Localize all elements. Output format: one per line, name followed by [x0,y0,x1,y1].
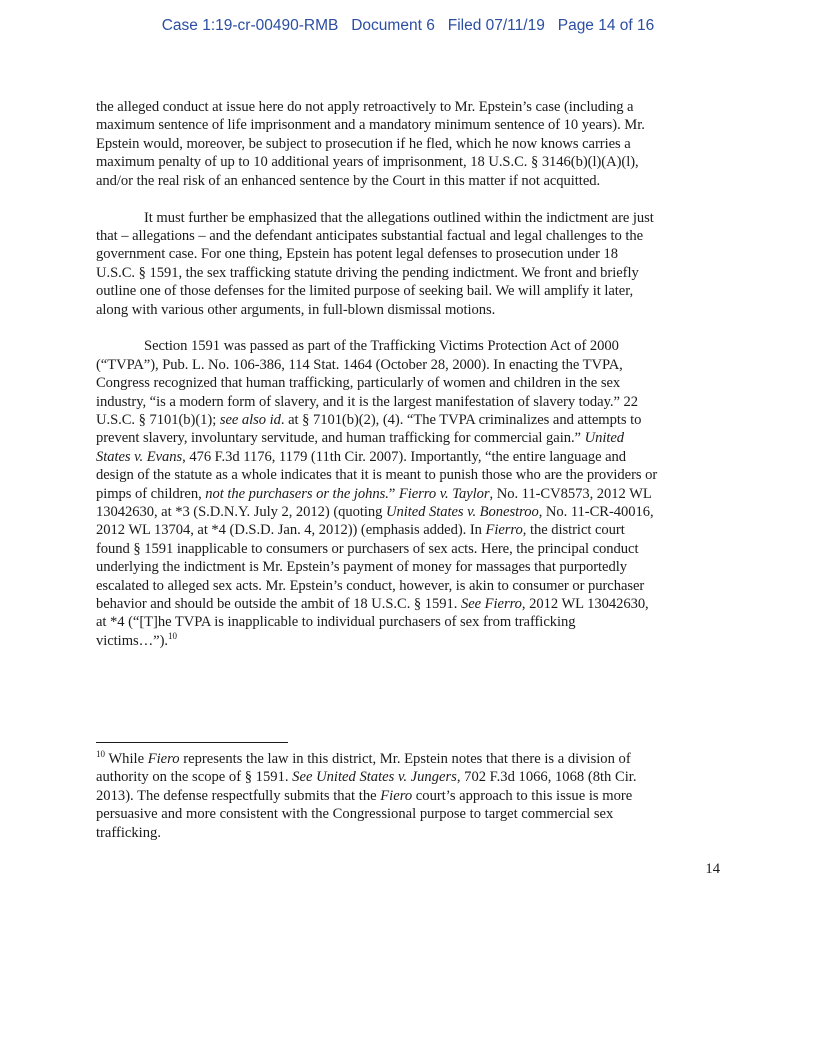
text-line: outline one of those defenses for the limited purpose of seeking bail. We will amplify it later, [96,283,634,300]
text-run: authority on the scope of § 1591. [96,769,293,786]
text-run: , 2012 WL 13042630, [521,595,649,612]
text-line: and/or the real risk of an enhanced sentence by the Court in this matter if not acquitted. [96,172,601,189]
text-line: Epstein would, moreover, be subject to prosecution if he fled, which he now knows carries a [96,135,631,152]
text-run: behavior and should be outside the ambit of 18 U.S.C. § 1591. [96,595,461,612]
text-line [96,595,722,613]
emphasis-italic: not the purchasers or the johns. [205,485,389,502]
footnote-line: persuasive and more consistent with the Congressional purpose to target commercial sex [96,806,614,823]
text-run: . at § 7101(b)(2), (4). “The TVPA criminalizes and attempts to [280,412,642,429]
text-line: (“TVPA”), Pub. L. No. 106-386, 114 Stat. 1464 (October 28, 2000). In enacting the TVPA, [96,356,623,373]
text-run: While [105,751,148,767]
footnote-10 [96,750,722,842]
text-run: U.S.C. § 7101(b)(1); [96,412,220,429]
text-run: 13042630, at *3 (S.D.N.Y. July 2, 2012) (quoting [96,504,386,520]
text-line: Congress recognized that human trafficking, particularly of women and children in the sex [96,375,621,392]
text-line: that – allegations – and the defendant anticipates substantial factual and legal challenges to the [96,227,644,244]
citation-italic: States v. Evans [96,448,183,465]
text-run: represents the law in this district, Mr. Epstein notes that there is a division of [179,751,631,767]
text-line: along with various other arguments, in full-blown dismissal motions. [96,301,496,318]
text-run: , the district court [522,522,625,539]
page-number: 14 [705,861,720,877]
text-line: the alleged conduct at issue here do not apply retroactively to Mr. Epstein’s case (including a [96,99,634,115]
text-run: , No. 11-CR-40016, [538,504,654,520]
citation-italic: see also id [219,412,281,429]
text-line [96,411,722,429]
text-run: , 476 F.3d 1176, 1179 (11th Cir. 2007). Importantly, “the entire language and [182,448,627,465]
footnote-line: trafficking. [96,824,161,841]
citation-italic: Fiero [147,751,180,767]
text-run: pimps of children, [96,485,206,502]
citation-italic: United [584,430,624,447]
text-line: Section 1591 was passed as part of the Trafficking Victims Protection Act of 2000 [144,338,619,355]
text-line: underlying the indictment is Mr. Epstein’s payment of money for massages that purportedly [96,559,627,576]
text-line: design of the statute as a whole indicates that it is meant to punish those who are the providers or [96,467,658,484]
text-run: 2012 WL 13704, at *4 (D.S.D. Jan. 4, 2012)) (emphasis added). In [96,522,486,539]
paragraph-3 [96,337,722,650]
footnote-line [96,768,722,786]
text-line [96,521,722,539]
citation-italic: Fierro [485,522,523,539]
citation-italic: United States v. Bonestroo [385,504,539,520]
paragraph-1 [96,98,722,190]
citation-italic: Fiero [380,787,413,804]
text-line [96,448,722,466]
text-line: industry, “is a modern form of slavery, and it is the largest manifestation of slavery today.” 22 [96,393,639,410]
footnote-line [96,787,722,805]
text-run: 2013). The defense respectfully submits that the [96,787,381,804]
text-line: U.S.C. § 1591, the sex trafficking statute driving the pending indictment. We front and briefly [96,264,639,281]
footnote-line [96,750,722,768]
text-line [96,429,722,447]
text-line: It must further be emphasized that the allegations outlined within the indictment are just [144,209,654,226]
footnote-divider [96,742,288,743]
text-run: , No. 11-CV8573, 2012 WL [489,485,652,502]
text-line: government case. For one thing, Epstein has potent legal defenses to prosecution under 18 [96,246,619,263]
text-run: victims…”). [96,632,168,649]
footnote-reference[interactable]: 10 [168,630,177,641]
text-line: found § 1591 inapplicable to consumers or purchasers of sex acts. Here, the principal conduct [96,540,639,557]
citation-italic: Fierro v. Taylor [398,485,490,502]
text-line: maximum sentence of life imprisonment and a mandatory minimum sentence of 10 years). Mr. [96,117,645,134]
text-line [96,503,722,521]
text-run: court’s approach to this issue is more [412,787,633,804]
text-line: escalated to alleged sex acts. Mr. Epstein’s conduct, however, is akin to consumer or purchaser [96,577,645,594]
text-line: maximum penalty of up to 10 additional years of imprisonment, 18 U.S.C. § 3146(b)(l)(A)(l), [96,154,639,171]
text-run: prevent slavery, involuntary servitude, and human trafficking for commercial gain.” [96,430,585,447]
paragraph-2 [96,209,722,319]
citation-italic: See Fierro [460,595,522,612]
text-line: at *4 (“[T]he TVPA is inapplicable to individual purchasers of sex from trafficking [96,614,576,631]
case-header: Case 1:19-cr-00490-RMB Document 6 Filed 07/11/19 Page 14 of 16 [161,17,655,34]
text-line [96,632,722,650]
text-run: , 702 F.3d 1066, 1068 (8th Cir. [456,769,637,786]
citation-italic: See United States v. Jungers [292,769,457,786]
document-body [96,98,722,650]
text-line [96,485,722,503]
footnote-number: 10 [96,749,105,759]
text-run: ” [388,485,399,502]
